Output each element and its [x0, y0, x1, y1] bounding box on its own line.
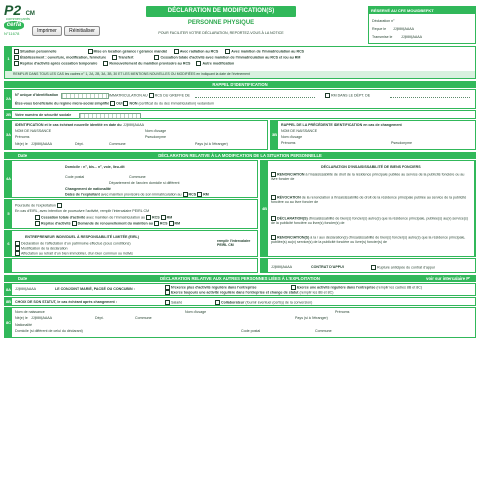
form-code-main: P2 [4, 2, 22, 18]
chk-transfert-label: Transfert [118, 55, 134, 60]
chk-oui[interactable] [110, 101, 115, 106]
oui-label: OUI [116, 101, 123, 106]
nationalite-label: Changement de nationalité [65, 187, 111, 191]
chk-renouvellement[interactable] [103, 61, 108, 66]
poursuite2-label: En cas d'EIRL, avec intention de poursuivre l'activité, remplir l'intercalaire PEIRL CM [15, 209, 150, 213]
contrat-label: CONTRAT D'APPUI [311, 265, 344, 269]
prenoms2-label: Prénoms [281, 141, 296, 145]
personnes-right: voir sur intercalaire P' [426, 276, 470, 281]
section-8a-number: 8A [5, 284, 12, 295]
secu-label: Votre numéro de sécurité sociale [15, 113, 72, 117]
domicile-label: Domicile : n°, bis... n°, voie, lieu-dit [65, 165, 125, 169]
pseudonyme-label: Pseudonyme [145, 135, 166, 139]
recue-label: Reçue le [372, 27, 387, 31]
remplir-text: REMPLIR DANS TOUS LES CAS les cadres n° 1, 2A, 2B, 3A, 3B, 30 ET LES MENTIONS NOUVELLES OU MODIFIÉES en indiquant la date de l'événement [13, 72, 250, 76]
recue-date[interactable]: JJ|MM|AAAA [393, 27, 415, 31]
form-note: POUR FACILITER VOTRE DÉCLARATION, REPORTEZ-VOUS À LA NOTICE [158, 31, 284, 35]
chk-poursuite[interactable] [57, 203, 62, 208]
rm-label-text: RM DANS LE DÉPT. DE [331, 93, 371, 98]
poursuite-text: Poursuite de l'exploitation [15, 203, 56, 208]
dates-label-text: Dates de l'exploitant [65, 192, 100, 197]
p-commune: Commune [135, 316, 152, 320]
dates-rcs-label: RCS [188, 192, 197, 197]
section-7-number [5, 259, 12, 272]
non-label: NON [129, 101, 138, 106]
dept-note-label: Département de l'ancien domicile si différent [109, 181, 180, 185]
immat-label-text: IMMATRICULATION AU [109, 93, 148, 98]
reserve-title: RÉSERVÉ AU CFE MOUIDBEFKT [369, 7, 475, 14]
chk-situation-label: Situation personnelle [20, 49, 57, 54]
greffe-line[interactable] [195, 97, 315, 98]
contrat-date[interactable]: JJ|MM|AAAA [271, 265, 293, 269]
beneficiaire-text: Êtes-vous bénéficiaire du régime micro-social simplifié [15, 101, 110, 106]
code-postal-label: Code postal [65, 175, 85, 179]
chk-autre[interactable] [196, 61, 201, 66]
remplir-banner [5, 71, 475, 78]
chk-demande[interactable] [72, 221, 77, 226]
ident-text: IDENTIFICATION et le cas échéant nouvelle identité en date du [15, 123, 122, 127]
chk-etablissement-label: Établissement : ouverture, modification, fermeture [20, 55, 107, 60]
section-1-number: 1 [5, 47, 12, 71]
section-8c-number: 8C [5, 308, 12, 337]
prenoms-label: Prénoms [15, 135, 30, 139]
pays-label: Pays (si à l'étranger) [195, 142, 228, 146]
salarie-label: Salarié [171, 300, 183, 305]
chk-transfert[interactable] [112, 55, 117, 60]
immat-label [109, 93, 190, 98]
cession-rcs: RCS [152, 215, 160, 220]
chk-rm-dept[interactable] [325, 93, 330, 98]
reset-button[interactable]: Réinitialiser [64, 26, 100, 36]
chk-cession-rm[interactable] [161, 215, 166, 220]
revocation-block [271, 195, 471, 204]
section-8a [4, 283, 476, 296]
section-8c [4, 307, 476, 338]
situation-header [4, 152, 476, 159]
ident-date[interactable]: JJ|MM|AAAA [123, 123, 145, 127]
revocation-label: RÉVOCATION [277, 195, 301, 200]
chk-autre-label: Autre modification [202, 61, 235, 66]
rupture-label [371, 265, 435, 270]
cerfa-top-label: commerçants [6, 16, 31, 21]
p-domicile: Domicile (si différent de celui du déclarant) [15, 329, 83, 333]
declarations-text: d'insaisissabilité de bien(s) foncier(s) autre(s) que la résidence principale, publiée(s) au(x) service(s) de la publicité foncière ou livre(s) foncier(s) de [271, 216, 468, 225]
insaisis-title: DÉCLARATION D'INSAISISSABILITÉ DE BIENS FONCIERS [321, 165, 421, 169]
chk-row3 [14, 61, 234, 66]
p-commune2: Commune [315, 329, 332, 333]
chk-demande-rcs[interactable] [154, 221, 159, 226]
commune-4a-label: Commune [129, 175, 146, 179]
chk-dates-rm[interactable] [197, 192, 202, 197]
transmise-label: Transmise le [372, 35, 393, 39]
section-2b [4, 110, 476, 119]
conjoint-opt1-text: N'exerce plus d'activité régulière dans l'entreprise [171, 285, 257, 290]
declarations-block [271, 216, 471, 225]
section-2a [4, 89, 476, 109]
chk-radiation[interactable] [174, 49, 179, 54]
non-suite: (certificat du du des immatriculation) vedandum [138, 101, 214, 106]
chk-collab[interactable] [215, 300, 220, 305]
renonciation-label: RENONCIATION [277, 172, 305, 177]
conjoint-opt2-text: Exerce une activité régulière dans l'entreprise [297, 285, 376, 290]
p-nationalite: Nationalité [15, 323, 32, 327]
chk-cessation[interactable] [154, 55, 159, 60]
rappel-prec-label: RAPPEL DE LA PRÉCÉDENTE IDENTIFICATION en cas de changement [281, 123, 402, 127]
chk-salarie[interactable] [165, 300, 170, 305]
chk-renouvellement-label: Renouvellement du maintien provisoire au RCS [109, 61, 191, 66]
personnes-date-label: Date [18, 276, 28, 281]
beneficiaire-label [15, 101, 214, 106]
demande-rcs: RCS [159, 221, 168, 226]
nom-usage-label: Nom d'usage [145, 129, 167, 133]
nom-naissance2-label: NOM DE NAISSANCE [281, 129, 318, 133]
renonciations-block [271, 235, 471, 244]
conjoint-date[interactable]: JJ|MM|AAAA [15, 287, 37, 291]
chk-demande-rm[interactable] [169, 221, 174, 226]
cession-rm: RM [166, 215, 173, 220]
dates-note: avec maintien provisoire de son immatriculation au [100, 192, 182, 197]
ident-label: N° unique d'identification [15, 93, 59, 97]
renonciation-block [271, 172, 471, 181]
form-title: DÉCLARATION DE MODIFICATION(S) [146, 6, 296, 17]
dates-label [65, 192, 209, 197]
cession-note: avec maintien de l'immatriculation au [86, 215, 146, 220]
section-8b-number: 8B [5, 299, 12, 304]
nom-naissance-label: NOM DE NAISSANCE [15, 129, 52, 133]
eirl-opt2-text: Modification de la déclaration [21, 246, 68, 251]
rupture-text: Rupture anticipée du contrat d'appui [377, 265, 435, 270]
form-subtitle: PERSONNE PHYSIQUE [187, 20, 255, 26]
chk-conjoint-opt3[interactable] [165, 290, 170, 295]
chk-radiation-label: Avec radiation au RCS [179, 49, 219, 54]
section-2a-number: 2A [5, 90, 12, 108]
personnes-header [4, 275, 476, 282]
reprise-text: Reprise d'activité [41, 221, 71, 226]
renonciation-text: à l'insaisissabilité de droit de la résidence principale publiée au service de la publicité foncière ou au livre foncier de [271, 172, 465, 181]
p-dept: Dépt. [95, 316, 104, 320]
chk-reprise-act[interactable] [35, 221, 40, 226]
section-4b [260, 160, 476, 257]
demande-text: Demande de renouvellement du maintien au [77, 221, 153, 226]
renonciations-text: à la / aux déclaration(s) d'insaisissabilité de bien(s) foncier(s) autre(s) que la résidence principale, publiée(s) au(x) service(s) de la publicité foncière ou livre(s) foncier(s) de [271, 235, 466, 244]
chk-maintien-label: Avec maintien de l'immatriculation au RCS [231, 49, 305, 54]
section-2b-number: 2B [5, 112, 12, 117]
conjoint-opt3-text: Exerce toujours une activité régulière dans l'entreprise et change de statut [171, 290, 299, 295]
chk-etablissement[interactable] [14, 55, 19, 60]
chk-cessation-label: Cessation totale d'activité avec maintien de l'immatriculation au RCS et /ou au RM [160, 55, 301, 60]
chk-cession[interactable] [35, 215, 40, 220]
section-contrat-number [261, 259, 268, 272]
section-4b-number: 4B [261, 161, 268, 256]
chk-situation[interactable] [14, 49, 19, 54]
situation-date-label: Date [18, 153, 28, 158]
chk-row1 [14, 49, 304, 54]
secu-field[interactable] [79, 113, 141, 119]
nele-label: Né(e) le [15, 142, 28, 146]
section-4a [4, 160, 258, 198]
section-6-number: 6 [5, 231, 12, 256]
eirl-opt3-text: Affectation au retrait d'un bien immobilier, d'un bien commun ou indivis [21, 251, 133, 256]
eirl-opt1-text: Déclaration de l'affectation d'un patrimoine effectué (sous conditions) [21, 241, 131, 246]
chk-rcs-greffe[interactable] [149, 93, 154, 98]
nom-usage2-label: Nom d'usage [281, 135, 303, 139]
p-nele: Né(e) le [15, 316, 28, 320]
section-3b-number: 3B [271, 121, 278, 149]
section-contrat [260, 258, 476, 273]
chk-location[interactable] [88, 49, 93, 54]
cerfa-logo [4, 21, 24, 30]
rm-line[interactable] [390, 97, 470, 98]
chk-row2 [14, 55, 300, 60]
poursuite-label [15, 203, 63, 208]
collab-label: Collaborateur [221, 300, 245, 305]
chk-maintien[interactable] [225, 49, 230, 54]
pseudonyme2-label: Pseudonyme [391, 141, 412, 145]
chk-reprise[interactable] [14, 61, 19, 66]
chk-non[interactable] [123, 101, 128, 106]
cession-text: Cessation totale d'activité [41, 215, 86, 220]
p-prenoms: Prénoms [335, 310, 350, 314]
chk-location-label: Mise en location gérance / gérance mandat [93, 49, 167, 54]
p-nele-date[interactable]: JJ|MM|AAAA [31, 316, 53, 320]
eirl-opt3 [15, 251, 133, 256]
dept-label: Dépt. [75, 142, 84, 146]
declarations-label: DÉCLARATION(S) [277, 216, 308, 221]
section-7 [4, 258, 258, 273]
conjoint-label: LE CONJOINT MARIÉ, PACSÉ OU CONCUBIN : [55, 287, 135, 291]
rappel-title: RAPPEL D'IDENTIFICATION [4, 81, 476, 88]
collab-note: (fournir éventuel (cerfa)) de la conversion) [245, 300, 313, 305]
chk-reprise-label: Reprise d'activité après cessation temporaire [20, 61, 98, 66]
chk-dates-rcs[interactable] [183, 192, 188, 197]
eirl-side-note: remplir l'intercalaire PEIRL CM [217, 239, 251, 248]
section-5-number: 5 [5, 200, 12, 228]
ident-field[interactable] [61, 93, 109, 99]
choix-label: CHOIX DE SON STATUT, le cas échéant après changement : [15, 300, 117, 304]
section-3b [270, 120, 476, 150]
collab-option [215, 300, 312, 305]
cerfa-logo-text: cerfa [6, 22, 22, 28]
chk-cession-rcs[interactable] [146, 215, 151, 220]
p-nom-usage: Nom d'usage [185, 310, 207, 314]
conjoint-opt3-note: (remplir les 8B et 8C) [299, 290, 334, 295]
side-marker-1 [474, 160, 476, 257]
cession-label [35, 215, 172, 220]
section-3a [4, 120, 268, 150]
eirl-title: ENTREPRENEUR INDIVIDUEL À RESPONSABILITÉ LIMITÉE (EIRL) [25, 235, 139, 239]
rm-label [325, 93, 370, 98]
dates-rm-label: RM [203, 192, 209, 197]
conjoint-opt3 [165, 290, 333, 295]
section-8b [4, 297, 476, 306]
section-4a-number: 4A [5, 161, 12, 197]
greffe-label: RCS DU GREFFE DE [154, 93, 190, 98]
nele-date[interactable]: JJ|MM|AAAA [31, 142, 53, 146]
chk-eirl3[interactable] [15, 251, 20, 256]
reprise-label [35, 221, 180, 226]
form-code-sub: CM [25, 11, 35, 17]
section-6 [4, 230, 258, 257]
section-1 [4, 46, 476, 79]
p-code-postal: Code postal [241, 329, 261, 333]
personnes-title: DÉCLARATION RELATIVE AUX AUTRES PERSONNES LIÉES À L'EXPLOITATION [160, 276, 320, 281]
renonciations-label: RENONCIATION(S) [277, 235, 310, 240]
revocation-text: de la renonciation à l'insaisissabilité de droit de la résidence principale publiée au service de la publicité foncière ou au livre foncier de [271, 195, 467, 204]
salarie-option [165, 300, 182, 305]
p-pays: Pays (si à l'étranger) [295, 316, 328, 320]
reserve-box [368, 6, 476, 44]
section-3a-number: 3A [5, 121, 12, 149]
transmise-date[interactable]: JJ|MM|AAAA [401, 35, 423, 39]
cerfa-number: N°11678 [4, 31, 20, 36]
demande-rm: RM [174, 221, 181, 226]
decl-number-label: Déclaration n° [372, 19, 395, 23]
chk-rupture[interactable] [371, 265, 376, 270]
commune-label: Commune [109, 142, 126, 146]
situation-title: DÉCLARATION RELATIVE À LA MODIFICATION DE LA SITUATION PERSONNELLE [158, 153, 322, 158]
section-5 [4, 199, 258, 229]
conjoint-opt2-note: (remplir les cadres 8B et 8C) [376, 285, 423, 290]
print-button[interactable]: Imprimer [32, 26, 62, 36]
p-nom-naissance: Nom de naissance [15, 310, 45, 314]
